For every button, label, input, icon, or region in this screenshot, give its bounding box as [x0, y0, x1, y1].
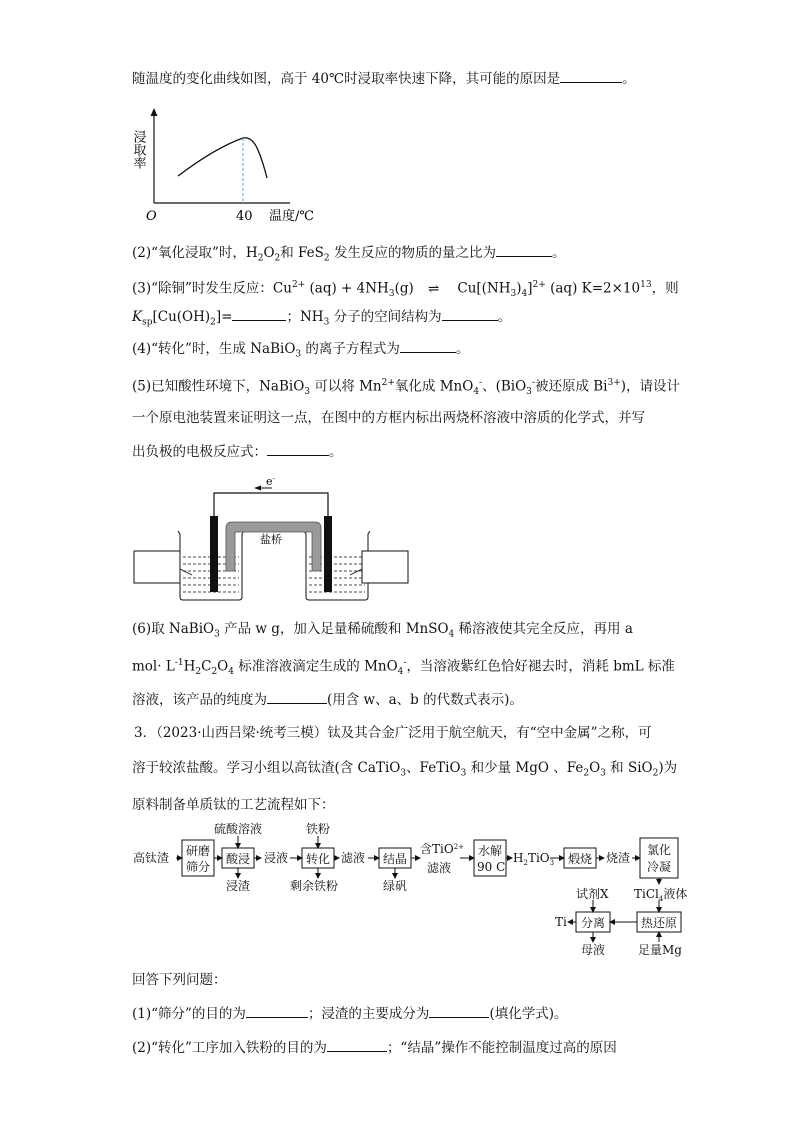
q2-text: 和 FeS [280, 245, 324, 261]
sup: -1 [174, 658, 184, 668]
q6-text: H [183, 658, 196, 675]
p3-text: O [589, 760, 601, 776]
q4-text: (4)“转化”时，生成 NaBiO [132, 341, 296, 357]
q5-text: 氧化成 MnO [394, 378, 474, 395]
question-6-line2 [132, 653, 675, 682]
leaching-curve [178, 138, 267, 178]
q5-text: (5)已知酸性环境下，NaBiO [132, 378, 305, 395]
answer-blank[interactable] [267, 441, 329, 456]
salt-bridge [226, 522, 321, 571]
sub: 3 [600, 768, 606, 779]
electron-arrowhead [254, 486, 261, 491]
q5-text: 、(BiO [482, 378, 527, 395]
x-axis-label: 温度/℃ [269, 209, 314, 224]
answer-q2 [132, 1037, 617, 1058]
flow-iron-input: 铁粉 [306, 822, 331, 836]
sub: 2 [210, 317, 216, 328]
flow-h2tio3: $H_2TiO_3$ [513, 851, 555, 867]
flow-crystal-label: 结晶 [383, 852, 408, 866]
answer-blank[interactable] [442, 306, 498, 321]
sub: 3 [526, 387, 532, 398]
intro-line [132, 68, 636, 89]
q5-text: )，请设计 [620, 378, 681, 395]
question-6-line3 [132, 689, 523, 710]
q3-text: (g) [394, 280, 414, 297]
q5-text: 出负极的电极反应式： [132, 444, 267, 460]
flow-green-vitriol: 绿矾 [383, 879, 408, 893]
p3-text: 和 SiO [605, 760, 653, 776]
flow-tio-filtrate: 滤液 [427, 861, 452, 875]
a1-text: (1)“筛分”的目的为 [132, 1006, 246, 1022]
sub: 3 [388, 289, 395, 300]
electron-label: e- [266, 476, 275, 488]
sup: 3+ [607, 378, 621, 388]
left-electrode [210, 516, 218, 592]
a1-text: ；浸渣的主要成分为 [307, 1006, 430, 1022]
flow-excess-iron: 剩余铁粉 [290, 879, 339, 893]
sup: - [479, 378, 483, 388]
answer-blank[interactable] [429, 1003, 489, 1018]
period: 。 [329, 444, 343, 460]
flow-chlorinate-label: 氯化 [647, 843, 672, 857]
sub: 3 [460, 768, 467, 779]
question-3: (3)“除铜”时发生反应：$Cu^{2+}$ $(aq) + 4NH_3(g)$ ⇌ $Cu[(NH_3)_4]^{2+}$ (aq) $K=2\times 10^{13}$，则 [132, 280, 679, 300]
ksp-text: [Cu(OH) [152, 309, 211, 325]
process-flow-diagram [130, 820, 700, 970]
sub: 4 [448, 629, 455, 640]
x-tick-40: 40 [236, 209, 253, 224]
period: 。 [497, 309, 512, 325]
salt-bridge-label: 盐桥 [260, 533, 282, 546]
flow-ticl4: TiCl$_4$液体 [634, 887, 688, 903]
left-box-pointer [180, 569, 192, 575]
answer-blank[interactable] [496, 242, 552, 257]
sub: 4 [473, 387, 480, 398]
sup: 2+ [291, 280, 306, 290]
answer-blank[interactable] [400, 338, 456, 353]
flow-leachate: 浸液 [264, 851, 289, 865]
q6-text: 稀溶液使其完全反应，再用 a [454, 621, 633, 637]
q6-text: (用含 w、a、b 的代数式表示)。 [327, 692, 523, 708]
answer-blank[interactable] [232, 306, 286, 321]
sub: 3 [214, 629, 220, 640]
problem-3-line1: 3．（2023·山西吕梁·统考三模）钛及其合金广泛用于航空航天，有“空中金属”之称，可 [134, 725, 652, 741]
flow-reagent-x: 试剂X [576, 887, 609, 901]
sup: 13 [640, 280, 652, 290]
flow-filtrate: 滤液 [341, 851, 366, 865]
question-4 [132, 338, 469, 365]
question-5-line2: 一个原电池装置来证明这一点，在图中的方框内标出两烧杯溶液中溶质的化学式，并写 [132, 410, 645, 426]
y-axis-label: 浸取率 [130, 130, 146, 169]
question-6 [132, 619, 633, 645]
flow-separation-label: 分离 [581, 916, 606, 930]
flow-calcine-residue: 烧渣 [606, 851, 631, 865]
left-solute-box[interactable] [134, 551, 180, 583]
flow-hydrolysis-label: 水解 [478, 844, 503, 858]
q4-text: 的离子方程式为 [301, 341, 400, 357]
right-solute-box[interactable] [362, 551, 408, 583]
q3-text: (aq) K=2×10 [545, 280, 641, 297]
q6-text: 溶液，该产品的纯度为 [132, 692, 267, 708]
sub: 4 [397, 667, 404, 678]
a1-text: (填化学式)。 [489, 1006, 568, 1022]
flow-tio-solution: 含TiO$^{2+}$ [420, 842, 465, 856]
period: 。 [455, 341, 470, 357]
sup: - [531, 378, 535, 388]
flow-leach-label: 酸浸 [226, 852, 251, 866]
q2-text: (2)“氧化浸取”时，H [132, 245, 258, 261]
flow-convert-label: 转化 [306, 852, 331, 866]
question-5-line3 [132, 441, 343, 462]
q6-text: ，当溶液紫红色恰好褪去时，消耗 bmL 标准 [406, 658, 675, 675]
problem-3-line3: 原料制备单质钛的工艺流程如下： [132, 797, 335, 813]
q6-text: 标准溶液滴定生成的 MnO [233, 658, 398, 675]
sub: 3 [304, 387, 311, 398]
q6-text: mol· L [132, 658, 175, 675]
right-electrode [324, 516, 332, 592]
period: 。 [551, 245, 566, 261]
external-wire [214, 493, 328, 516]
sup: 2+ [532, 280, 546, 290]
q6-text: C [201, 658, 212, 675]
sub: 3 [400, 768, 407, 779]
sub: 2 [274, 253, 281, 264]
sub: 4 [228, 667, 234, 678]
question-3-ksp [132, 306, 511, 333]
sub: sp [142, 317, 153, 328]
ksp-k: K [132, 309, 143, 325]
q6-text: (6)取 NaBiO [132, 621, 215, 637]
q3-text: (aq) + 4NH [305, 280, 389, 297]
leaching-rate-graph [130, 108, 330, 228]
answer-blank[interactable] [560, 68, 622, 83]
p3-text: 和少量 MgO 、Fe [466, 760, 584, 776]
flow-reduction-label: 热还原 [641, 916, 678, 930]
ksp-text: 分子的空间结构为 [329, 309, 442, 325]
a2-text: ；“结晶”操作不能控制温度过高的原因 [386, 1040, 617, 1056]
sub: 2 [323, 253, 330, 264]
sub: 3 [510, 289, 517, 300]
q3-text: ，则 [651, 280, 679, 297]
flow-condense-label: 冷凝 [647, 860, 672, 874]
ksp-text: ；NH [286, 309, 324, 325]
equilibrium-arrow: ⇌ [428, 280, 440, 297]
q3-text: ] [527, 280, 533, 297]
intro-text: 随温度的变化曲线如图，高于 40℃时浸取率快速下降，其可能的原因是 [132, 71, 561, 87]
answer-heading: 回答下列问题： [132, 972, 227, 988]
sub: 3 [323, 317, 330, 328]
sub: 2 [257, 253, 264, 264]
p3-text: 、FeTiO [406, 760, 461, 776]
q5-text: 被还原成 Bi [534, 378, 608, 395]
q5-text: 可以将 Mn [310, 378, 382, 395]
q3-text: Cu[(NH [457, 280, 511, 297]
sub: 2 [583, 768, 590, 779]
sub: 2 [652, 768, 659, 779]
flow-leach-residue: 浸渣 [226, 879, 251, 893]
flow-hydrolysis-temp: 90 C [477, 860, 506, 874]
answer-blank[interactable] [267, 689, 327, 704]
right-box-pointer [350, 569, 362, 575]
flow-sieve-label: 筛分 [186, 860, 211, 874]
flow-grind-label: 研磨 [186, 844, 211, 858]
q6-text: 产品 w g，加入足量稀硫酸和 MnSO [219, 621, 449, 637]
q2-text: 发生反应的物质的量之比为 [329, 245, 496, 261]
origin-label: O [146, 209, 157, 224]
flow-mg-input: 足量Mg [638, 943, 682, 957]
sub: 4 [521, 289, 528, 300]
answer-blank[interactable] [246, 1003, 308, 1018]
answer-blank[interactable] [327, 1037, 387, 1052]
flow-calcine-label: 煅烧 [568, 852, 593, 866]
q2-text: O [263, 245, 275, 261]
galvanic-cell-diagram [130, 476, 420, 611]
flow-ti-product: Ti [555, 915, 567, 929]
y-axis-arrow [151, 108, 158, 116]
answer-q1 [132, 1003, 567, 1024]
sub: 2 [195, 667, 202, 678]
q6-text: O [217, 658, 229, 675]
q3-text: (3)“除铜”时发生反应：Cu [132, 280, 292, 297]
problem-3-line2 [132, 758, 677, 784]
flow-raw-label: 高钛渣 [133, 851, 170, 865]
question-2 [132, 242, 565, 269]
p3-text: )为 [658, 760, 678, 776]
p3-text: 溶于较浓盐酸。学习小组以高钛渣(含 CaTiO [132, 760, 401, 776]
sup: - [403, 658, 407, 668]
question-5 [132, 373, 680, 402]
a2-text: (2)“转化”工序加入铁粉的目的为 [132, 1040, 327, 1056]
ksp-text: ]= [215, 309, 233, 325]
flow-mother-liquor: 母液 [581, 943, 606, 957]
sub: 3 [295, 349, 302, 360]
period: 。 [622, 71, 636, 87]
flow-acid-input: 硫酸溶液 [214, 822, 263, 836]
sup: 2+ [381, 378, 395, 388]
sub: 2 [211, 667, 218, 678]
